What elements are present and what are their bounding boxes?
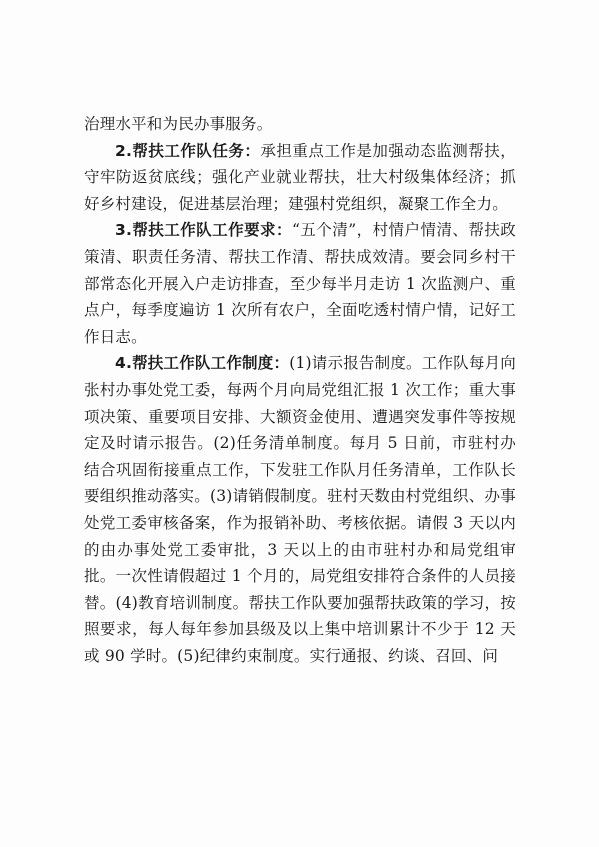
paragraph-text: 承担重点工作是加强动态监测帮扶，守牢防返贫底线；强化产业就业帮扶，壮大村级集体经济；抓好乡村建设，促进基层治理；建强村党组织，凝聚工作全力。 [84, 141, 516, 213]
paragraph-requirements [84, 217, 516, 350]
paragraph-continuation [84, 111, 516, 138]
paragraph-text: “五个清”，村情户情清、帮扶政策清、职责任务清、帮扶工作清、帮扶成效清。要会同乡村干部常态化开展入户走访排查，至少每半月走访 1 次监测户、重点户，每季度遍访 1 次所有农户，全面吃透村情户情，记好工作日志。 [84, 221, 516, 346]
paragraph-task [84, 138, 516, 218]
section-heading: 3.帮扶工作队工作要求： [115, 221, 292, 240]
document-body [84, 111, 516, 669]
paragraph-text: 治理水平和为民办事服务。 [84, 115, 273, 133]
section-heading: 2.帮扶工作队任务： [115, 141, 261, 160]
section-heading: 4.帮扶工作队工作制度： [115, 354, 290, 373]
paragraph-text: (1)请示报告制度。工作队每月向张村办事处党工委，每两个月向局党组汇报 1 次工作；重大事项决策、重要项目安排、大额资金使用、遭遇突发事件等按规定及时请示报告。(2)任务清单制度。每月 5 日前，市驻村办结合巩固衔接重点工作，下发驻工作队月任务清单，工作队长要组织推动落实。(3)请销假制度。驻村天数由村党组织、办事处党工委审核备案，作为报销补助、考核依据。请假 3 天以内的由办事处党工委审批，3 天以上的由市驻村办和局党组审批。一次性请假超过 1 个月的，局党组安排符合条件的人员接替。(4)教育培训制度。帮扶工作队要加强帮扶政策的学习，按照要求，每人每年参加县级及以上集中培训累计不少于 12 天或 90 学时。(5)纪律约束制度。实行通报、约谈、召回、问 [84, 354, 516, 665]
paragraph-system [84, 350, 516, 669]
